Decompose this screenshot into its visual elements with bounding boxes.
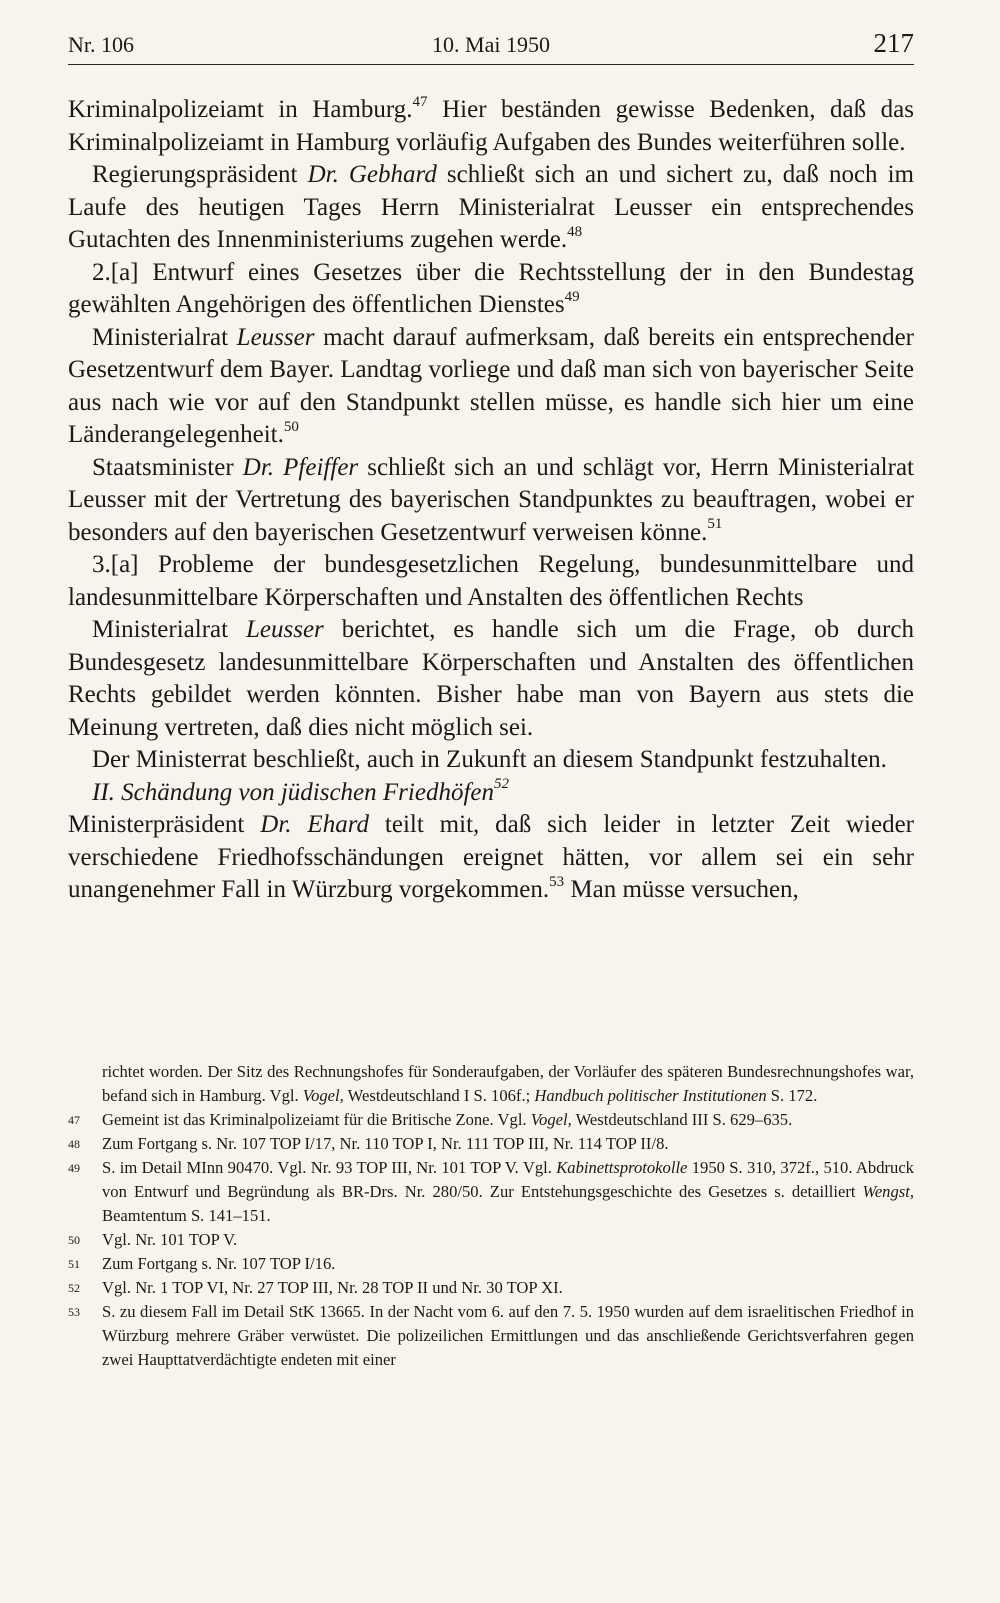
paragraph: Der Ministerrat beschließt, auch in Zukunft an diesem Standpunkt festzuhalten. [92, 746, 887, 773]
footnote-ref: 53 [549, 873, 565, 890]
speaker-name: Leusser [236, 323, 315, 351]
footnote-ref: 48 [567, 223, 583, 240]
issue-number: Nr. 106 [68, 32, 134, 57]
footnote-continuation: richtet worden. Der Sitz des Rechnungshofes für Sonderaufgaben, der Vorläufer des späteren Bundesrechnungshofes war, befand sich in Hamburg. Vgl. Vogel, Westdeutschland I S. 106f.; Handbuch politischer Institutionen S. 172. [102, 1062, 914, 1105]
footnote-ref: 52 [494, 776, 509, 793]
section-heading: II. Schändung von jüdischen Friedhöfen$^{52}$ [92, 776, 509, 806]
paragraph: Regierungspräsident Dr. Gebhard schließt sich an und sichert zu, daß noch im Laufe des heutigen Tages Herrn Ministerialrat Leusser ein entsprechendes Gutachten des Innenministeriums zugehen werde.$^{48}$ [68, 161, 914, 253]
paragraph: Staatsminister Dr. Pfeiffer schließt sich an und schlägt vor, Herrn Ministerialrat Leusser mit der Vertretung des bayerischen Standpunktes zu beauftragen, wobei er besonders auf den bayerischen Gesetzentwurf verweisen könne.$^{51}$ [68, 453, 914, 546]
page-number: 217 [873, 28, 914, 58]
footnote-number: 51 [68, 1257, 80, 1271]
footnote-ref: 50 [283, 418, 299, 435]
speaker-name: Leusser [245, 616, 324, 643]
footnote-number: 49 [68, 1161, 80, 1175]
footnotes [68, 1060, 914, 1372]
footnote-number: 47 [68, 1113, 80, 1127]
speaker-name: Dr. Ehard [260, 811, 369, 838]
footnote: 48 Zum Fortgang s. Nr. 107 TOP I/17, Nr. 110 TOP I, Nr. 111 TOP III, Nr. 114 TOP II/8. [68, 1132, 914, 1156]
paragraph: Kriminalpolizeiamt in Hamburg.$^{47}$ Hier beständen gewisse Bedenken, daß das Kriminalpolizeiamt in Hamburg vorläufig Aufgaben des Bundes weiterführen solle. [68, 93, 914, 156]
page-header [68, 24, 914, 65]
header-date: 10. Mai 1950 [432, 32, 550, 57]
footnote: 52 Vgl. Nr. 1 TOP VI, Nr. 27 TOP III, Nr. 28 TOP II und Nr. 30 TOP XI. [68, 1276, 914, 1300]
footnote-ref: 47 [412, 93, 428, 110]
footnote-number: 48 [68, 1137, 80, 1151]
footnote-ref: 49 [564, 288, 580, 305]
footnote: 51 Zum Fortgang s. Nr. 107 TOP I/16. [68, 1252, 914, 1276]
speaker-name: Dr. Gebhard [307, 161, 437, 188]
footnote-ref: 51 [707, 516, 723, 533]
agenda-item-heading: 2.[a] Entwurf eines Gesetzes über die Rechtsstellung der in den Bundestag gewählten Angehörigen des öffentlichen Dienstes$^{49}$ [68, 258, 914, 318]
paragraph: Ministerialrat Leusser berichtet, es handle sich um die Frage, ob durch Bundesgesetz landesunmittelbare Körperschaften und Anstalten des öffentlichen Rechts gebildet werden könnten. Bisher habe man von Bayern aus stets die Meinung vertreten, daß dies nicht möglich sei. [68, 616, 914, 741]
footnote-number: 53 [68, 1305, 80, 1319]
main-text [68, 94, 914, 907]
footnote-number: 52 [68, 1281, 80, 1295]
agenda-item-heading: 3.[a] Probleme der bundesgesetzlichen Regelung, bundesunmittelbare und landesunmittelbare Körperschaften und Anstalten des öffentlichen Rechts [68, 551, 914, 611]
footnote: 50 Vgl. Nr. 101 TOP V. [68, 1228, 914, 1252]
footnote: 47 Gemeint ist das Kriminalpolizeiamt für die Britische Zone. Vgl. Vogel, Westdeutschland III S. 629–635. [68, 1108, 914, 1132]
footnote: 53 S. zu diesem Fall im Detail StK 13665. In der Nacht vom 6. auf den 7. 5. 1950 wurden auf dem israelitischen Friedhof in Würzburg mehrere Gräber verwüstet. Die polizeilichen Ermittlungen und das anschließende Gerichtsverfahren gegen zwei Haupttatverdächtigte endeten mit einer [68, 1302, 914, 1369]
speaker-name: Dr. Pfeiffer [242, 453, 359, 481]
footnote: 49 S. im Detail MInn 90470. Vgl. Nr. 93 TOP III, Nr. 101 TOP V. Vgl. Kabinettsprotokolle 1950 S. 310, 372f., 510. Abdruck von Entwurf und Begründung als BR-Drs. Nr. 280/50. Zur Entstehungsgeschichte des Gesetzes s. detailliert Wengst, Beamtentum S. 141–151. [68, 1158, 914, 1225]
footnote-number: 50 [68, 1233, 80, 1247]
paragraph: Ministerialrat Leusser macht darauf aufmerksam, daß bereits ein entsprechender Gesetzentwurf dem Bayer. Landtag vorliege und daß man sich von bayerischer Seite aus nach wie vor auf den Standpunkt stellen müsse, es handle sich hier um eine Länderangelegenheit.$^{50}$ [68, 323, 914, 448]
paragraph: Ministerpräsident Dr. Ehard teilt mit, daß sich leider in letzter Zeit wieder verschiedene Friedhofsschändungen ereignet hätten, vor allem sei ein sehr unangenehmer Fall in Würzburg vorgekommen.$^{53}$ Man müsse versuchen, [68, 811, 914, 903]
